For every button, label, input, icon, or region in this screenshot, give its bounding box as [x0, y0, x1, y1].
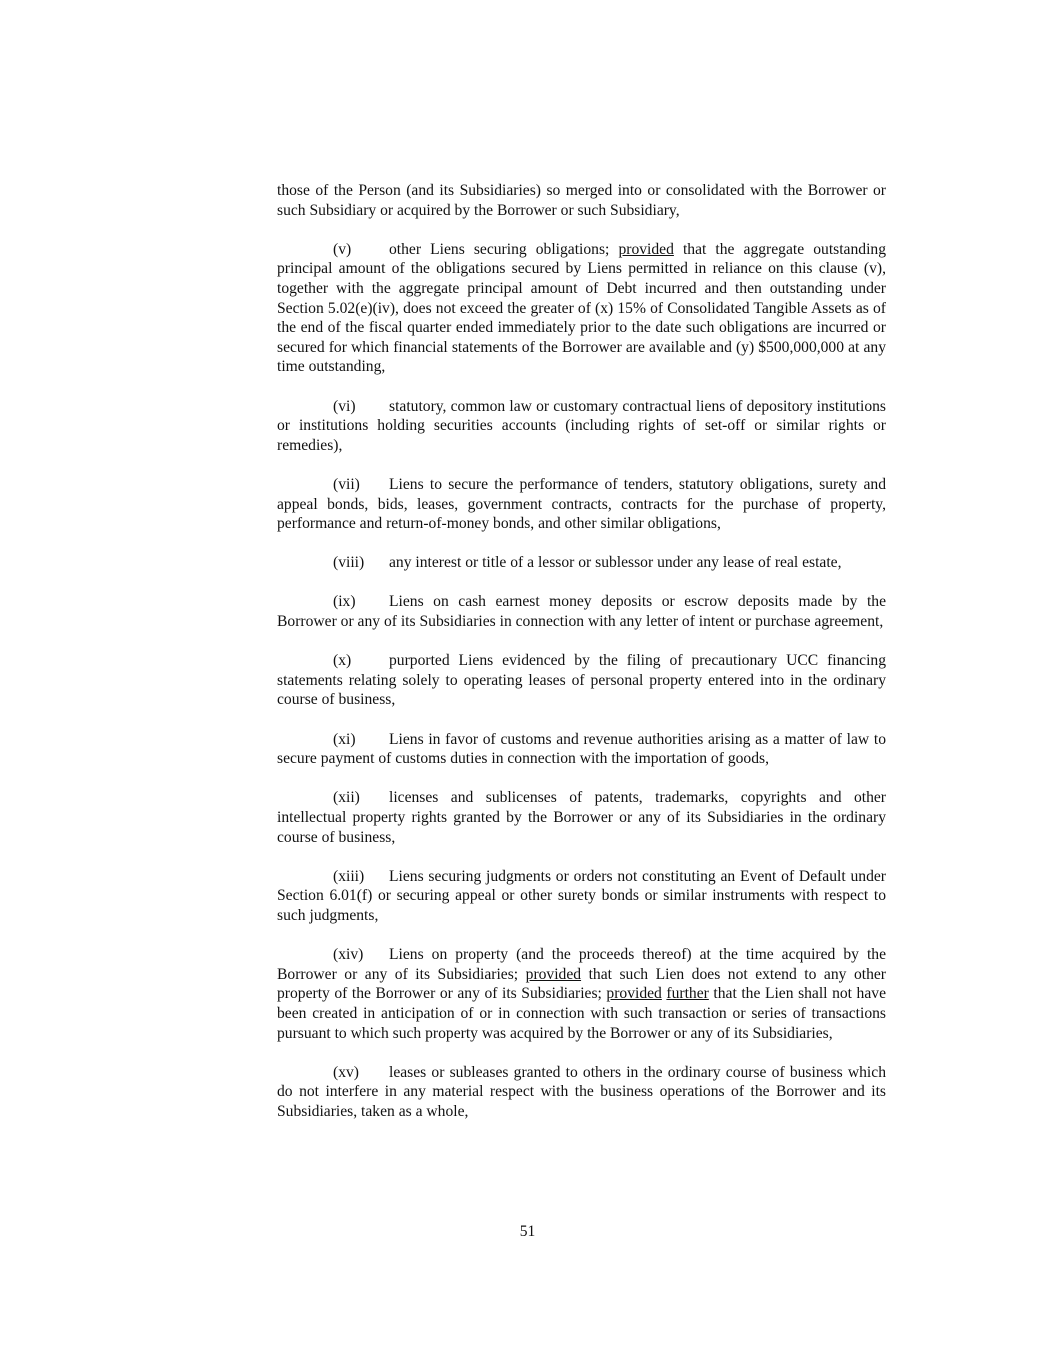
clause-vii: [277, 475, 886, 534]
clause-text: purported Liens evidenced by the filing of precautionary UCC financing statements relating solely to operating leases of personal property entered into in the ordinary course of business,: [277, 652, 886, 709]
clause-number: (vii): [333, 475, 360, 493]
page-number: 51: [519, 1223, 536, 1240]
clause-number: (viii): [333, 554, 365, 572]
clause-number: (v): [333, 240, 352, 258]
clause-text: Liens on property (and the proceeds thereof) at the time acquired by the Borrower or any of its Subsidiaries;: [277, 946, 886, 983]
clause-text: that the Lien shall not have been created in anticipation of or in connection with such transaction or series of transactions pursuant to which such property was acquired by the Borrower or any of its Subsidiaries,: [277, 985, 886, 1042]
clause-text: that such Lien does not extend to any other property of the Borrower or any of its Subsidiaries;: [277, 965, 886, 1003]
clause-xiv: [277, 945, 886, 1043]
clause-text: statutory, common law or customary contractual liens of depository institutions or institutions holding securities accounts (including rights of set-off or similar rights or remedies),: [277, 397, 886, 454]
clause-number: (xiii): [333, 867, 365, 885]
clause-x: [277, 651, 886, 710]
clause-text: licenses and sublicenses of patents, trademarks, copyrights and other intellectual property rights granted by the Borrower or any of its Subsidiaries in the ordinary course of business,: [277, 789, 886, 846]
clause-text: Liens to secure the performance of tenders, statutory obligations, surety and appeal bonds, bids, leases, government contracts, contracts for the purchase of property, performance and return-of-money bonds, and other similar obligations,: [277, 475, 886, 533]
underlined-term: provided: [525, 965, 582, 983]
clause-text: Liens in favor of customs and revenue authorities arising as a matter of law to secure payment of customs duties in connection with the importation of goods,: [277, 730, 886, 768]
clause-text: leases or subleases granted to others in the ordinary course of business which do not interfere in any material respect with the business operations of the Borrower and its Subsidiaries, taken as a whole,: [277, 1063, 886, 1120]
clause-xii: [277, 788, 886, 847]
clause-number: (vi): [333, 397, 356, 415]
clause-ix: [277, 592, 886, 631]
clause-xv: [277, 1063, 886, 1122]
clause-xiii: [277, 867, 886, 926]
document-body: [277, 181, 886, 1141]
underlined-term: provided: [618, 240, 674, 258]
clause-number: (xiv): [333, 946, 364, 964]
clause-number: (xii): [333, 789, 360, 807]
clause-number: (x): [333, 652, 352, 670]
clause-v: [277, 240, 886, 377]
clause-text: Liens securing judgments or orders not constituting an Event of Default under Section 6.01(f) or securing appeal or other surety bonds or similar instruments with respect to such judgments,: [277, 867, 886, 924]
underlined-term: provided: [606, 985, 662, 1003]
clause-text: that the aggregate outstanding principal amount of the obligations secured by Liens permitted in reliance on this clause (v), together with the aggregate principal amount of Debt incurred and then outstanding under Section 5.02(e)(iv), does not exceed the greater of (x) 15% of Consolidated Tangible Assets as of the end of the fiscal quarter ended immediately prior to the date such obligations are incurred or secured for which financial statements of the Borrower are available and (y) $500,000,000 at any time outstanding,: [277, 240, 886, 376]
clause-xi: [277, 730, 886, 769]
clause-number: (xv): [333, 1063, 359, 1081]
clause-vi: [277, 397, 886, 456]
continuation-paragraph: those of the Person (and its Subsidiaries) so merged into or consolidated with the Borrower or such Subsidiary or acquired by the Borrower or such Subsidiary,: [277, 182, 886, 219]
underlined-term: further: [666, 985, 709, 1003]
clause-number: (xi): [333, 730, 356, 748]
clause-text: Liens on cash earnest money deposits or escrow deposits made by the Borrower or any of its Subsidiaries in connection with any letter of intent or purchase agreement,: [277, 593, 886, 631]
clause-text: other Liens securing obligations;: [389, 240, 619, 258]
clause-text: any interest or title of a lessor or sublessor under any lease of real estate,: [389, 554, 842, 572]
clause-number: (ix): [333, 593, 356, 611]
clause-viii: [277, 553, 886, 573]
